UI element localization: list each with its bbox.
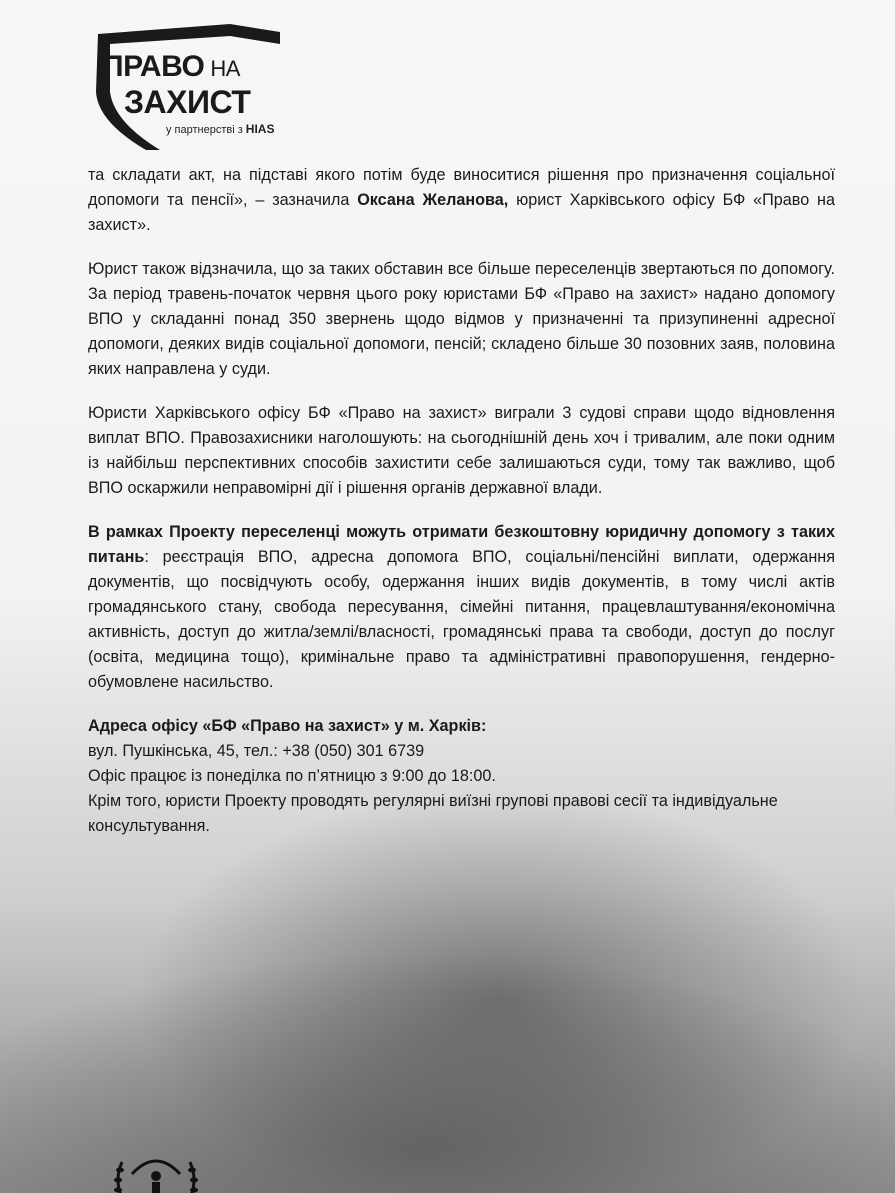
paragraph-2: Юрист також відзначила, що за таких обставин все більше переселенців звертаються по допомогу. За період травень-початок червня цього року юристами БФ «Право на захист» надано допомогу ВПО у складанні понад 350 звернень щодо відмов у призначенні та призупиненні адресної допомоги, деяких видів соціальної допомоги, пенсій; складено більше 30 позовних заяв, половина яких направлена у суди. (88, 260, 835, 378)
paragraph-4-text: : реєстрація ВПО, адресна допомога ВПО, соціальні/пенсійні виплати, одержання документів, що посвідчують особу, одержання інших видів документів, в тому числі актів громадянського стану, свобода пересування, сімейні питання, працевлаштування/економічна активність, доступ до житла/землі/власності, громадянські права та свободи, доступ до послуг (освіта, медицина тощо), кримінальне право та адміністративні правопорушення, гендерно-обумовлене насильство. (88, 548, 835, 691)
logo-partner-name: HIAS (245, 122, 275, 136)
logo-partner-text: у партнерстві з (166, 124, 243, 136)
logo-word-pravo: ПРАВО (102, 50, 205, 83)
paragraph-4-bold: В рамках Проекту переселенці можуть отримати безкоштовну юридичну допомогу з таких питань (88, 523, 835, 566)
logo-word-na: НА (210, 56, 240, 81)
address-hours: Офіс працює із понеділка по п’ятницю з 9:00 до 18:00. (88, 767, 496, 785)
paragraph-1-name: Оксана Желанова, (357, 191, 509, 209)
paragraph-1-text-b: юрист Харківського офісу БФ «Право на захист». (88, 191, 835, 234)
address-block (88, 714, 835, 839)
address-street: вул. Пушкінська, 45, тел.: +38 (050) 301 6739 (88, 742, 425, 760)
unhcr-emblem-icon (108, 1140, 204, 1193)
address-heading: Адреса офісу «БФ «Право на захист» у м. Харків: (88, 717, 487, 735)
document-body (88, 163, 835, 839)
paragraph-1 (88, 163, 835, 238)
address-extra: Крім того, юристи Проекту проводять регулярні виїзні групові правові сесії та індивідуальне консультування. (88, 792, 778, 835)
paragraph-3: Юристи Харківського офісу БФ «Право на захист» виграли 3 судові справи щодо відновлення виплат ВПО. Правозахисники наголошують: на сьогоднішній день хоч і тривалим, але поки одним із найбільш перспективних способів захистити себе залишаються суди, тому так важливо, щоб ВПО оскаржили неправомірні дії і рішення органів державної влади. (88, 404, 835, 497)
logo-title (102, 50, 240, 84)
paragraph-1-text-a: та складати акт, на підставі якого потім буде виноситися рішення про призначення соціальної допомоги та пенсії», – зазначила (88, 166, 835, 209)
logo-partner (166, 122, 274, 136)
paragraph-4 (88, 520, 835, 695)
logo (80, 22, 320, 152)
logo-word-zakhyst: ЗАХИСТ (124, 84, 251, 120)
